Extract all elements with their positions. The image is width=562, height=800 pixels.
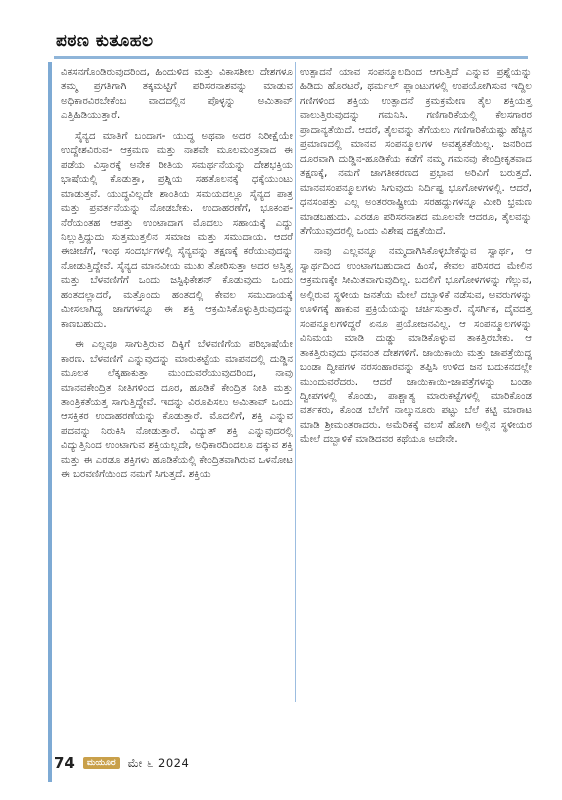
side-accent-bar (48, 62, 52, 782)
header-rule (54, 56, 528, 59)
paragraph: ವಿಕಸನಗೊಂಡಿರುವುದರಿಂದ, ಹಿಂದುಳಿದ ಮತ್ತು ವಿಕಾಸಶೀಲ ದೇಶಗಳೂ ತಮ್ಮ ಪ್ರಗತಿಗಾಗಿ ತಕ್ಕಮಟ್ಟಿಗೆ ಪರಿಸರನಾಶವನ್ನು ಮಾಡುವ ಅಧಿಕಾರವಿರಬೇಕೆಂಬ ವಾದದಲ್ಲಿನ ಪೊಳ್ಳನ್ನು ಅಮಿತಾವ್ ಎತ್ತಿಹಿಡಿಯುತ್ತಾರೆ. (61, 67, 293, 122)
page-number: 74 (54, 754, 75, 772)
page-header (54, 28, 528, 54)
paragraph: ನಾವು ಎಲ್ಲವನ್ನೂ ನಮ್ಮದಾಗಿಸಿಕೊಳ್ಳಬೇಕೆನ್ನುವ ಸ್ವಾರ್ಥ, ಆ ಸ್ವಾರ್ಥದಿಂದ ಉಂಟಾಗಬಹುದಾದ ಹಿಂಸೆ, ಕೇವಲ ಪರಿಸರದ ಮೇಲಿನ ಆಕ್ರಮಣಕ್ಕೇ ಸೀಮಿತವಾಗುವುದಿಲ್ಲ. ಬದಲಿಗೆ ಭೂಗೋಳಗಳನ್ನು ಗೆಲ್ಲುವ, ಅಲ್ಲಿರುವ ಸ್ಥಳೀಯ ಜನತೆಯ ಮೇಲೆ ದಬ್ಬಾಳಿಕೆ ನಡೆಸುವ, ಅವರುಗಳನ್ನು ಊಳಿಗಕ್ಕೆ ಹಾಕುವ ಪ್ರಕ್ರಿಯೆಯನ್ನು ಚರ್ಚಿಸುತ್ತಾರೆ. ನೈಸರ್ಗಿಕ, ದೈವದತ್ತ ಸಂಪನ್ಮೂಲಗಳಿದ್ದರೆ ಏನೂ ಪ್ರಯೋಜನವಿಲ್ಲ. ಆ ಸಂಪನ್ಮೂಲಗಳನ್ನು ವಿನಿಮಯ ಮಾಡಿ ದುಡ್ಡು ಮಾಡಿಕೊಳ್ಳುವ ತಾಕತ್ತಿರಬೇಕು. ಆ ತಾಕತ್ತಿರುವುದು ಧನವಂತ ದೇಶಗಳಿಗೆ. ಜಾಯಿಕಾಯಿ ಮತ್ತು ಜಾಪತ್ರೆಯಿದ್ದ ಬಂಡಾ ದ್ವೀಪಗಳ ನರಸಂಹಾರವನ್ನು ತಪ್ಪಿಸಿ ಉಳಿದ ಜನ ಬದುಕನದಲ್ಲೇ ಮುಂದುವರೆದರು. ಆದರೆ ಜಾಯಿಕಾಯಿ-ಜಾಪತ್ರೆಗಳನ್ನು ಬಂಡಾ ದ್ವೀಪಗಳಲ್ಲಿ ಕೊಂಡು, ಪಾಶ್ಚಾತ್ಯ ಮಾರುಕಟ್ಟೆಗಳಲ್ಲಿ ಮಾರಿಕೊಂಡ ವರ್ತಕರು, ಕೊಂಡ ಬೆಲೆಗೆ ನಾಲ್ಕುನೂರು ಪಟ್ಟು ಬೆಲೆ ಕಟ್ಟಿ ಮಾರಾಟ ಮಾಡಿ ಶ್ರೀಮಂತರಾದರು. ಅಮೆರಿಕಕ್ಕೆ ವಲಸೆ ಹೋಗಿ ಅಲ್ಲಿನ ಸ್ಥಳೀಯರ ಮೇಲೆ ದಬ್ಬಾಳಿಕೆ ಮಾಡಿದವರ ಕಥೆಯೂ ಅದೇನೇ. (300, 246, 532, 446)
column-divider (295, 62, 296, 702)
issue-date: ಮೇ ೬ 2024 (127, 755, 190, 770)
paragraph: ಸೈನ್ಯದ ಮಾತಿಗೆ ಬಂದಾಗ- ಯುದ್ಧ ಅಥವಾ ಅದರ ನಿರೀಕ್ಷೆಯೇ ಉದ್ದೇಶವಿರುವ- ಆಕ್ರಮಣ ಮತ್ತು ನಾಶವೇ ಮೂಲಮಂತ್ರವಾದ ಈ ಪಡೆಯ ವಿಸ್ತಾರಕ್ಕೆ ಅನೇಕ ರೀತಿಯ ಸಮರ್ಥನೆಯನ್ನು ದೇಶಭಕ್ತಿಯ ಭಾಷೆಯಲ್ಲಿ ಕೊಡುತ್ತಾ, ಪ್ರಶ್ನಿಯ ಸಹತೊಲನಕ್ಕೆ ಧಕ್ಕೆಯುಂಟು ಮಾಡುತ್ತವೆ. ಯುದ್ಧವಿಲ್ಲದೇ ಶಾಂತಿಯ ಸಮಯದಲ್ಲೂ ಸೈನ್ಯದ ಪಾತ್ರ ಮತ್ತು ಪ್ರವರ್ತನೆಯನ್ನು ನೋಡಬೇಕು. ಉದಾಹರಣೆಗೆ, ಭೂಕಂಪ-ನೆರೆಯಂತಹ ಆಪತ್ತು ಉಂಟಾದಾಗ ಮೊದಲು ಸಹಾಯಕ್ಕೆ ಎದ್ದು ನಿಲ್ಲುತ್ತಿದ್ದುದು ಸುತ್ತಮುತ್ತಲಿನ ಸಮಾಜ ಮತ್ತು ಸಮುದಾಯ. ಆದರೆ ಈಚೀಚೆಗೆ, ಇಂಥ ಸಂದರ್ಭಗಳಲ್ಲಿ ಸೈನ್ಯವನ್ನು ತಕ್ಷಣಕ್ಕೆ ಕರೆಯುವುದನ್ನು ನೋಡುತ್ತಿದ್ದೇವೆ. ಸೈನ್ಯದ ಮಾನವೀಯ ಮುಖ ತೋರಿಸುತ್ತಾ ಅದರ ಅಸ್ತಿತ್ವ ಮತ್ತು ಬೆಳವಣಿಗೆಗೆ ಒಂದು ಜಸ್ಟಿಫಿಕೇಶನ್ ಕೊಡುವುದು ಒಂದು ಹಂತದಲ್ಲಾದರೆ, ಮತ್ತೊಂದು ಹಂತದಲ್ಲಿ ಕೇವಲ ಸಮುದಾಯಕ್ಕೆ ಮೀಸಲಾಗಿದ್ದ ಜಾಗಗಳನ್ನೂ ಈ ಶಕ್ತಿ ಆಕ್ರಮಿಸಿಕೊಳ್ಳುತ್ತಿರುವುದನ್ನು ಕಾಣಬಹುದು. (61, 130, 293, 330)
section-title: ಪಠಣ ಕುತೂಹಲ (56, 31, 154, 51)
left-column (61, 66, 293, 483)
paragraph: ಈ ಎಲ್ಲವೂ ಸಾಗುತ್ತಿರುವ ದಿಕ್ಕಿಗೆ ಬೆಳವಣಿಗೆಯ ಪರಿಭಾಷೆಯೇ ಕಾರಣ. ಬೆಳವಣಿಗೆ ಎನ್ನುವುದನ್ನು ಮಾರುಕಟ್ಟೆಯ ಮಾಪನದಲ್ಲಿ ದುಡ್ಡಿನ ಮೂಲಕ ಲೆಕ್ಕಹಾಕುತ್ತಾ ಮುಂದುವರೆಯುವುದರಿಂದ, ನಾವು ಮಾನವಕೇಂದ್ರಿತ ನೀತಿಗಳಿಂದ ದೂರ, ಹೂಡಿಕೆ ಕೇಂದ್ರಿತ ನೀತಿ ಮತ್ತು ತಾಂತ್ರಿಕತೆಯತ್ತ ಸಾಗುತ್ತಿದ್ದೇವೆ. ಇದನ್ನು ವಿರೂಪಿಸಲು ಅಮಿತಾವ್ ಒಂದು ಆಸಕ್ತಿಕರ ಉದಾಹರಣೆಯನ್ನು ಕೊಡುತ್ತಾರೆ. ಮೊದಲಿಗೆ, ಶಕ್ತಿ ಎನ್ನುವ ಪದವನ್ನು ನಿರುಕಿಸಿ ನೋಡುತ್ತಾರೆ. ವಿದ್ಯುತ್ ಶಕ್ತಿ ಎನ್ನುವುದರಲ್ಲಿ ವಿದ್ಯುತ್ತಿನಿಂದ ಉಂಟಾಗುವ ಶಕ್ತಿಯಲ್ಲದೇ, ಅಧಿಕಾರದಿಂದಲೂ ದಕ್ಕುವ ಶಕ್ತಿ ಮತ್ತು ಈ ಎರಡೂ ಶಕ್ತಿಗಳು ಹೂಡಿಕೆಯಲ್ಲಿ ಕೇಂದ್ರಿತವಾಗಿರುವ ಒಳನೋಟ ಈ ಬರವಣಿಗೆಯಿಂದ ನಮಗೆ ಸಿಗುತ್ತದೆ. ಶಕ್ತಿಯ (61, 339, 293, 481)
right-column (300, 66, 532, 448)
page-footer (54, 754, 189, 772)
paragraph: ಉತ್ಪಾದನೆ ಯಾವ ಸಂಪನ್ಮೂಲದಿಂದ ಆಗುತ್ತಿದೆ ಎನ್ನುವ ಪ್ರಶ್ನೆಯನ್ನು ಹಿಡಿದು ಹೊರಟರೆ, ಥರ್ಮಲ್ ಪ್ಲಾಂಟುಗಳಲ್ಲಿ ಉಪಯೋಗಿಸುವ ಇದ್ದಿಲ ಗಣಿಗಳಿಂದ ಶಕ್ತಿಯ ಉತ್ಪಾದನೆ ಕ್ರಮಕ್ರಮೇಣ ತೈಲ ಶಕ್ತಿಯತ್ತ ವಾಲುತ್ತಿರುವುದನ್ನು ಗಮನಿಸಿ. ಗಣಿಗಾರಿಕೆಯಲ್ಲಿ ಕೆಲಸಗಾರರ ಪ್ರಾದಾನ್ಯತೆಯಿದೆ. ಆದರೆ, ತೈಲವನ್ನು ತೆಗೆಯಲು ಗಣಿಗಾರಿಕೆಯಷ್ಟು ಹೆಚ್ಚಿನ ಪ್ರಮಾಣದಲ್ಲಿ ಮಾನವ ಸಂಪನ್ಮೂಲಗಳ ಅವಶ್ಯಕತೆಯಿಲ್ಲ. ಜನರಿಂದ ದೂರವಾಗಿ ದುಡ್ಡಿನ-ಹೂಡಿಕೆಯ ಕಡೆಗೆ ನಮ್ಮ ಗಮನವು ಕೇಂದ್ರೀಕೃತವಾದ ತಕ್ಷಣಕ್ಕೆ, ನಮಗೆ ಜಾಗತೀಕರಣದ ಪ್ರಭಾವ ಅರಿವಿಗೆ ಬರುತ್ತದೆ. ಮಾನವಸಂಪನ್ಮೂಲಗಳು ಸಿಗುವುದು ನಿರ್ದಿಷ್ಟ ಭೂಗೋಳಗಳಲ್ಲಿ. ಆದರೆ, ಧನಸಂಪತ್ತು ಎಲ್ಲ ಅಂತರರಾಷ್ಟ್ರೀಯ ಸರಹದ್ದುಗಳನ್ನೂ ಮೀರಿ ಭ್ರಮಣ ಮಾಡಬಹುದು. ಎರಡೂ ಪರಿಸರನಾಶದ ಮೂಲವೇ ಆದರೂ, ತೈಲವನ್ನು ತೆಗೆಯುವುದರಲ್ಲಿ ಒಂದು ವಿಶೇಷ ದಕ್ಷತೆಯಿದೆ. (300, 67, 532, 237)
magazine-logo: ಮಯೂರ (83, 757, 120, 769)
